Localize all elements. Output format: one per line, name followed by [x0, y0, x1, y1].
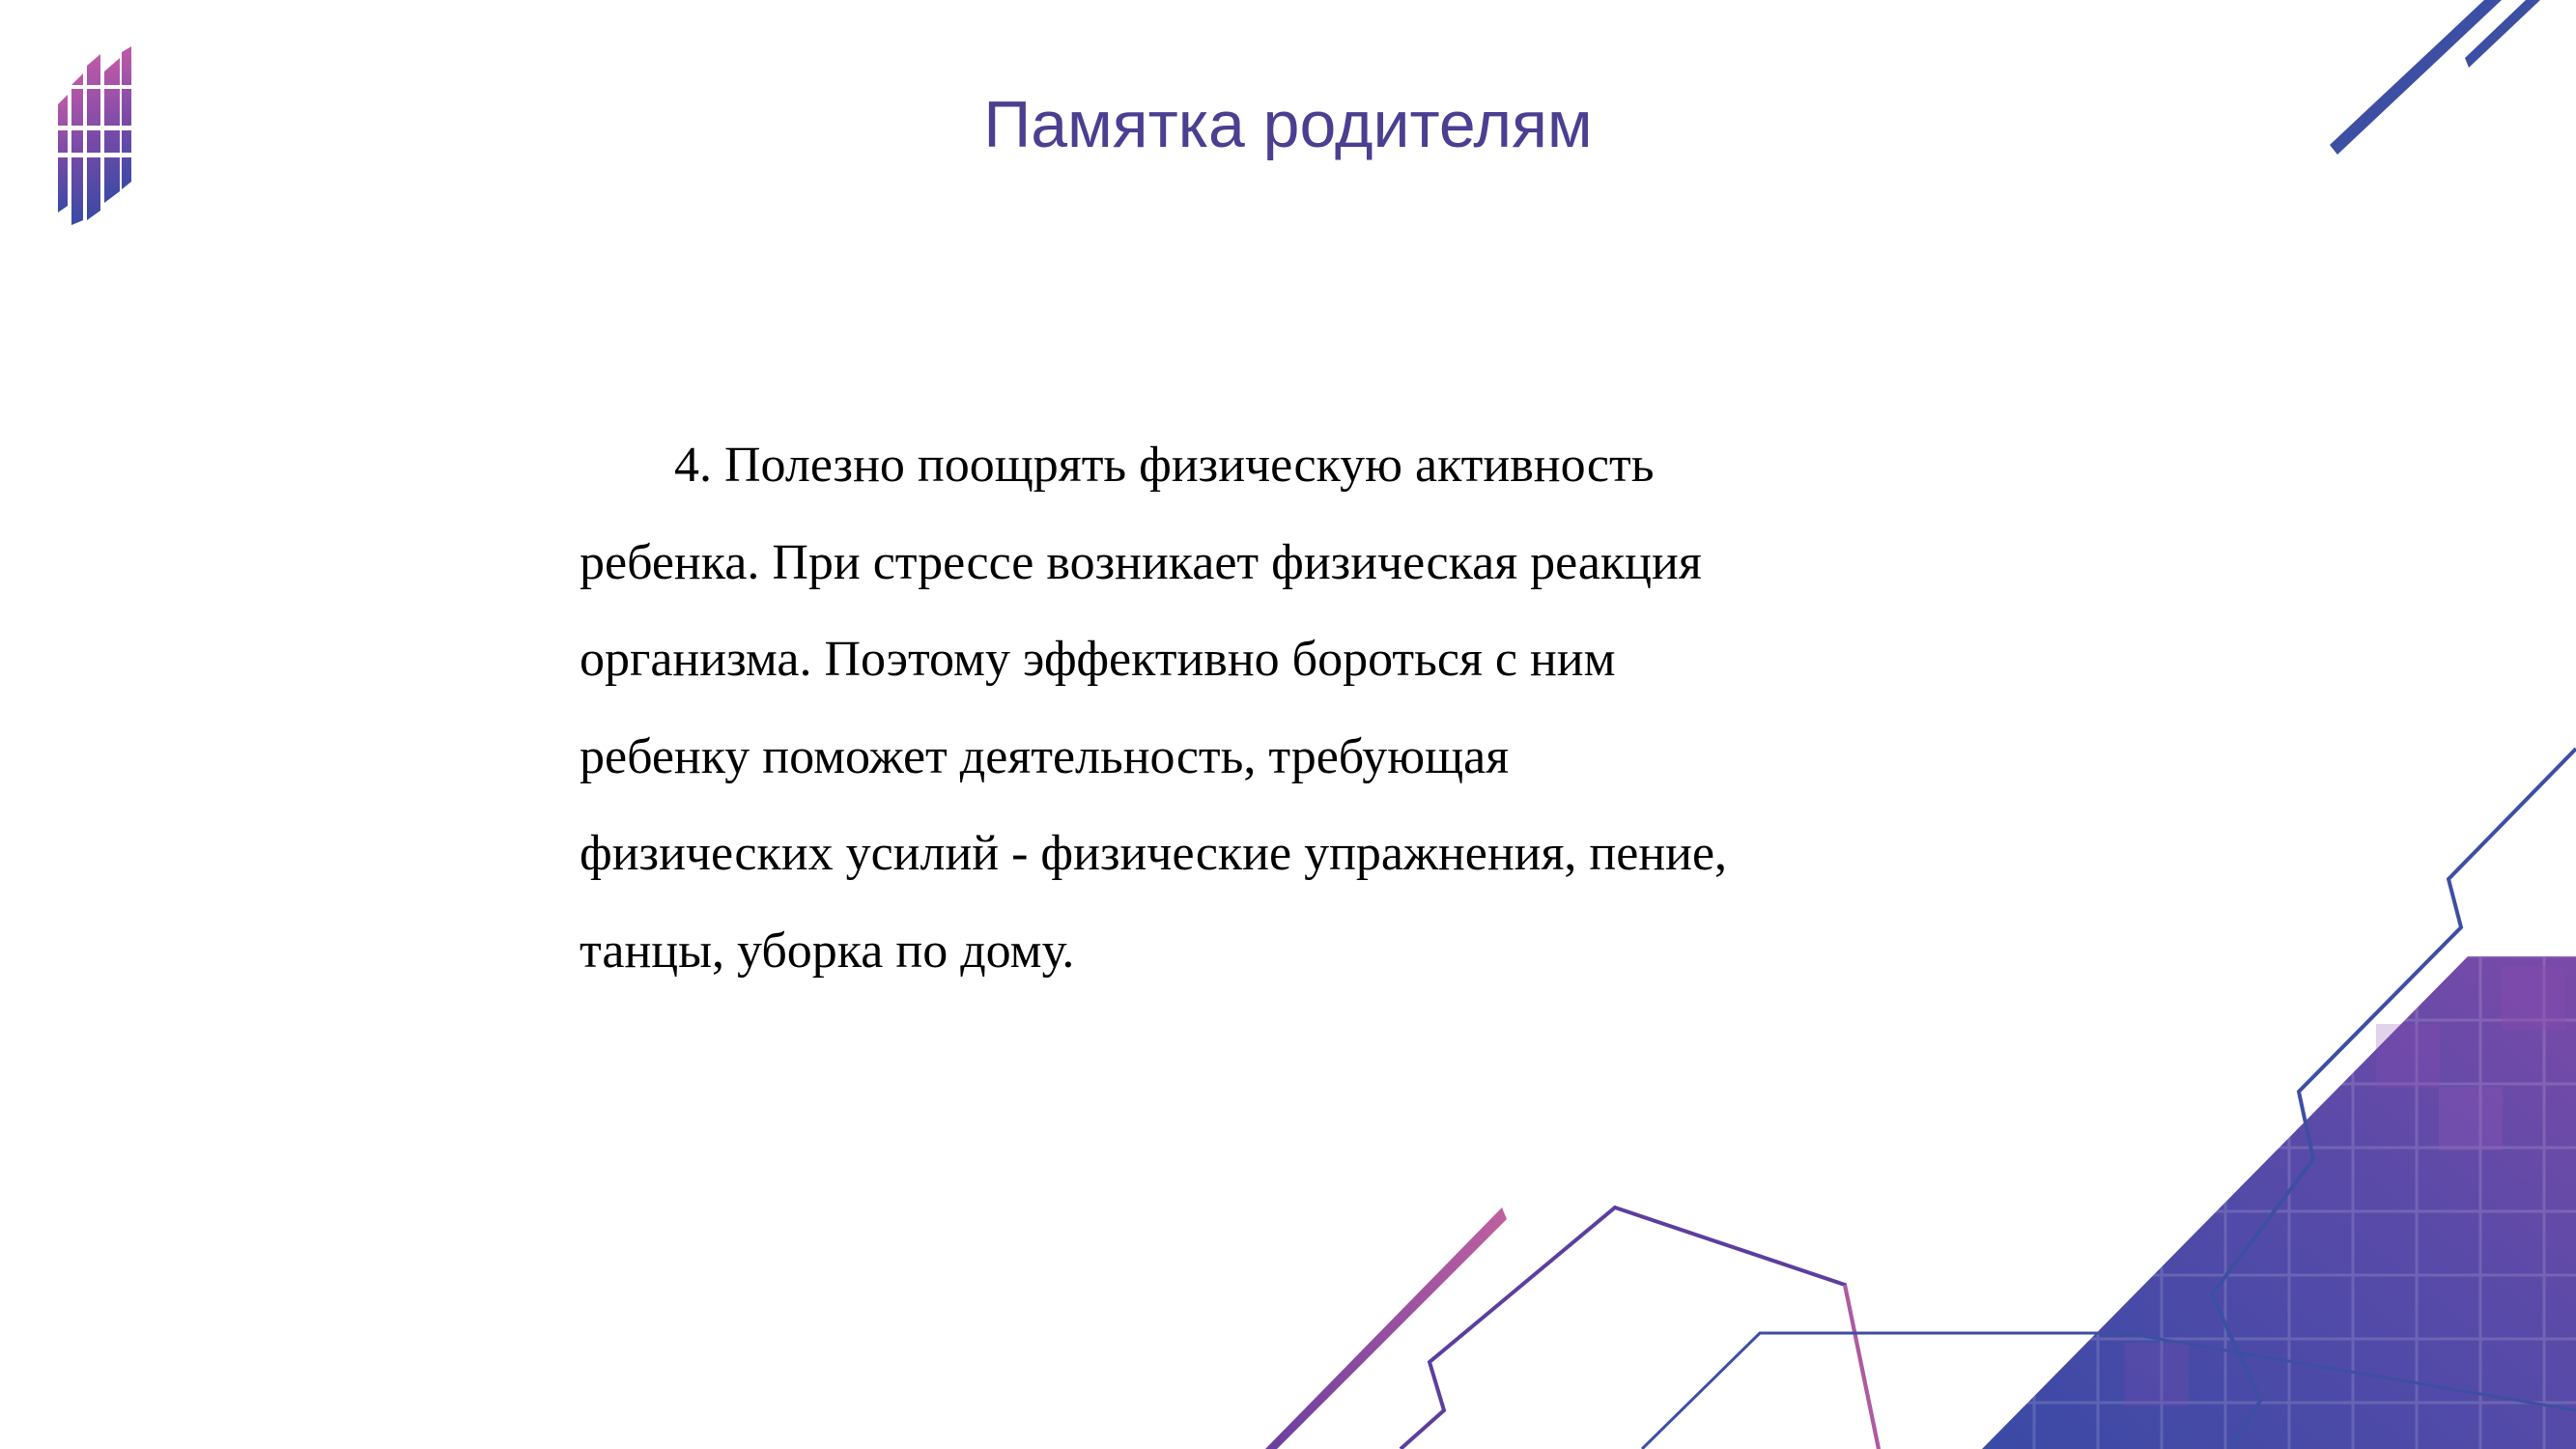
body-line: 4. Полезно поощрять физическую активность	[674, 438, 1655, 493]
body-line: ребенку поможет деятельность, требующая	[580, 728, 1510, 784]
body-paragraph	[580, 417, 1854, 1000]
body-line: физических усилий - физические упражнения, пение,	[580, 826, 1728, 881]
slide-title: Памятка родителям	[983, 88, 1593, 161]
body-line: танцы, уборка по дому.	[580, 923, 1075, 979]
body-line: организма. Поэтому эффективно бороться с ним	[580, 632, 1616, 687]
body-line: ребенка. При стрессе возникает физическая реакция	[580, 534, 1702, 590]
